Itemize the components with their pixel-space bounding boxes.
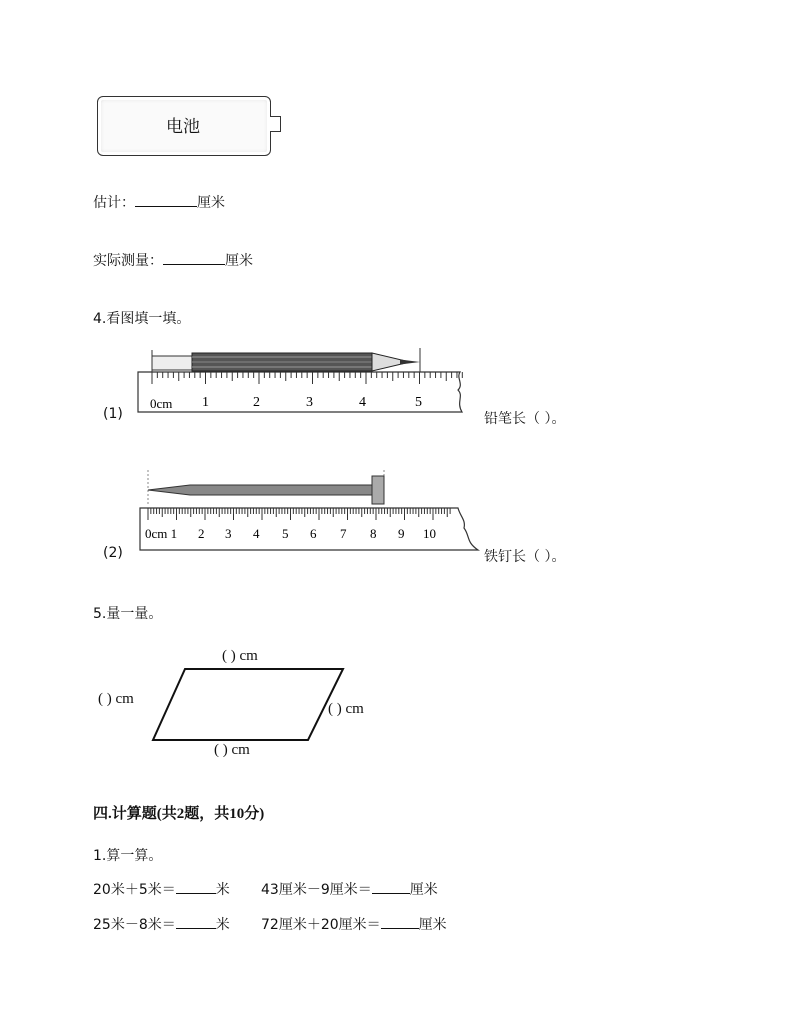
pencil-ruler-figure [130, 344, 475, 420]
ruler2-label: 2 [198, 526, 205, 541]
q4-part1-question: 铅笔长（ ）。 [484, 411, 566, 427]
ruler2-label: 0cm 1 [145, 526, 178, 541]
section4-title: 四.计算题(共2题，共10分) [93, 806, 265, 822]
pencil-image [152, 348, 420, 372]
calc-unit: 米 [215, 917, 230, 933]
nail-image [148, 470, 384, 506]
calc-unit: 米 [215, 882, 230, 898]
measure-line [93, 250, 253, 270]
parallelogram-bottom-label: ( ) cm [214, 742, 250, 758]
calc-expression: 72厘米＋20厘米＝ [261, 917, 381, 933]
q5-title: 5.量一量。 [93, 606, 163, 622]
calc-unit: 厘米 [418, 917, 447, 933]
measure-blank[interactable] [163, 250, 225, 265]
calc-unit: 厘米 [409, 882, 438, 898]
ruler1-label: 5 [415, 395, 422, 410]
nail-ruler-figure [130, 466, 480, 558]
calc-expression: 43厘米－9厘米＝ [261, 882, 372, 898]
battery-terminal [270, 116, 281, 132]
calc-row [261, 914, 447, 934]
estimate-unit: 厘米 [197, 195, 225, 211]
answer-blank[interactable] [176, 879, 216, 894]
parallelogram-shape [150, 666, 350, 744]
ruler1-label: 2 [253, 395, 260, 410]
ruler2-label: 8 [370, 526, 377, 541]
ruler2-label: 3 [225, 526, 232, 541]
measure-label: 实际测量： [93, 253, 163, 269]
ruler2-label: 6 [310, 526, 317, 541]
answer-blank[interactable] [372, 879, 410, 894]
parallelogram-left-label: ( ) cm [98, 691, 134, 707]
ruler2-label: 7 [340, 526, 347, 541]
calc-row [93, 914, 230, 934]
estimate-line [93, 192, 225, 212]
battery-label: 电池 [166, 117, 200, 137]
estimate-blank[interactable] [135, 192, 197, 207]
parallelogram-top-label: ( ) cm [222, 648, 258, 664]
calc-row [93, 879, 230, 899]
ruler1-label: 0cm [150, 396, 173, 411]
measure-unit: 厘米 [225, 253, 253, 269]
ruler2-label: 9 [398, 526, 405, 541]
ruler-1 [138, 372, 462, 412]
q4-part2-question: 铁钉长（ ）。 [484, 549, 566, 565]
q4-part2-marker: (2) [103, 545, 123, 561]
answer-blank[interactable] [381, 914, 419, 929]
estimate-label: 估计： [93, 195, 135, 211]
ruler1-label: 4 [359, 395, 366, 410]
answer-blank[interactable] [176, 914, 216, 929]
section4-q1-title: 1.算一算。 [93, 848, 163, 864]
q4-part1-marker: (1) [103, 406, 123, 422]
ruler2-label: 5 [282, 526, 289, 541]
calc-expression: 25米－8米＝ [93, 917, 176, 933]
q4-title: 4.看图填一填。 [93, 311, 191, 327]
ruler2-label: 10 [423, 526, 436, 541]
ruler1-label: 1 [202, 395, 209, 410]
ruler2-label: 4 [253, 526, 260, 541]
calc-row [261, 879, 438, 899]
ruler1-label: 3 [306, 395, 313, 410]
calc-expression: 20米＋5米＝ [93, 882, 176, 898]
parallelogram-right-label: ( ) cm [328, 701, 364, 717]
